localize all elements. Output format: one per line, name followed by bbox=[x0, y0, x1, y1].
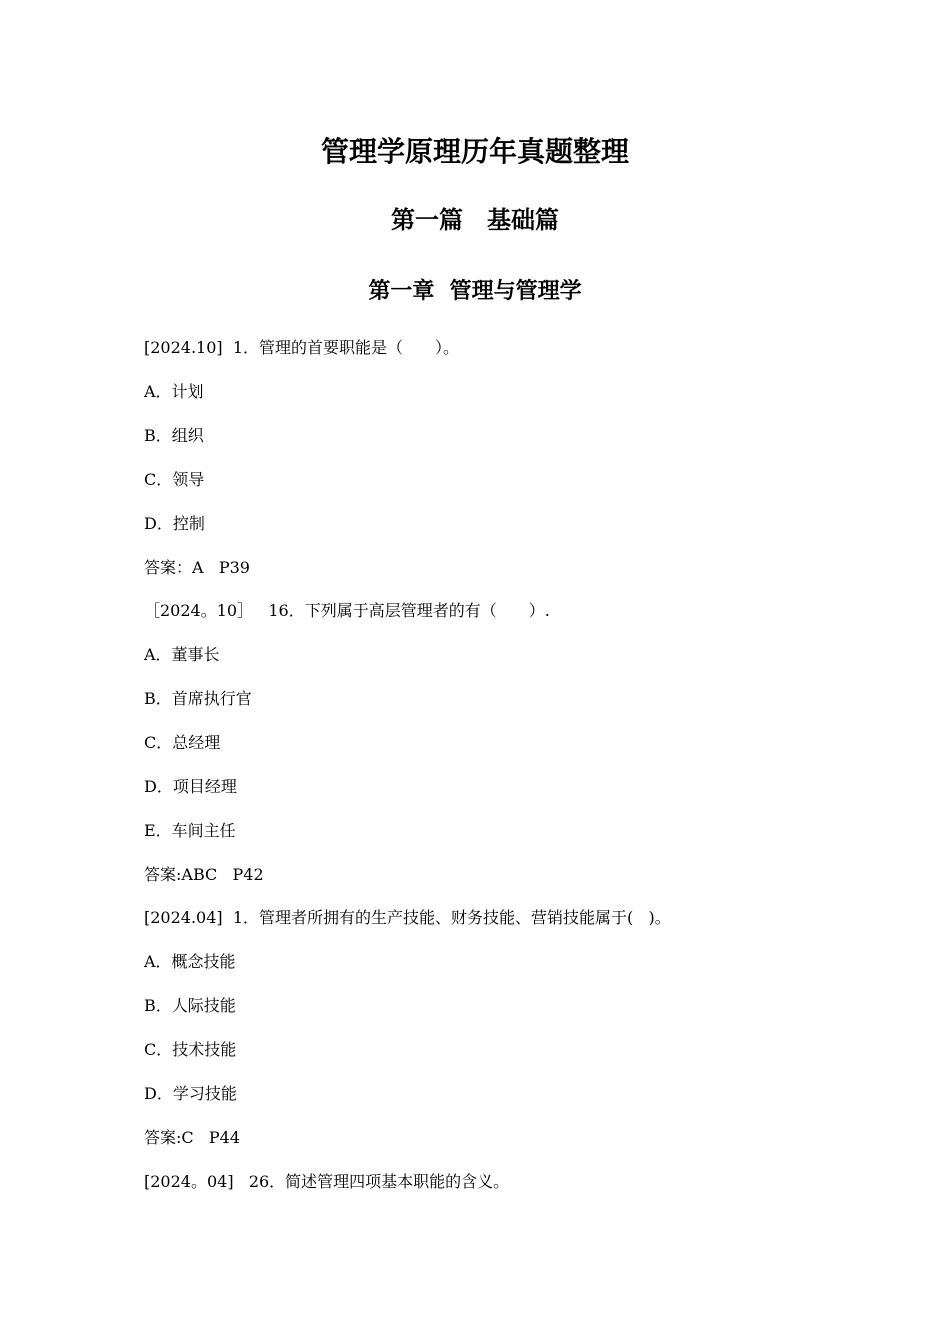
question-option: A．董事长 bbox=[144, 645, 220, 664]
question-option: A．概念技能 bbox=[144, 952, 236, 971]
question-option: B．首席执行官 bbox=[144, 689, 252, 708]
question-option: D．控制 bbox=[144, 514, 205, 533]
question-stem: [2024.10] 1．管理的首要职能是（ ）。 bbox=[144, 338, 460, 357]
question-answer: 答案:ABC P42 bbox=[144, 865, 264, 884]
question-option: D．学习技能 bbox=[144, 1084, 237, 1103]
question-stem: ［2024。10］ 16．下列属于高层管理者的有（ ）. bbox=[144, 601, 550, 620]
question-stem: [2024。04] 26．简述管理四项基本职能的含义。 bbox=[144, 1172, 510, 1191]
question-option: D．项目经理 bbox=[144, 777, 237, 796]
question-option: E．车间主任 bbox=[144, 821, 236, 840]
question-option: B．组织 bbox=[144, 426, 204, 445]
chapter-heading: 第一章 管理与管理学 bbox=[368, 278, 582, 304]
question-option: B．人际技能 bbox=[144, 996, 236, 1015]
document-title: 管理学原理历年真题整理 bbox=[320, 135, 629, 168]
question-option: C．领导 bbox=[144, 470, 205, 489]
question-option: A．计划 bbox=[144, 382, 204, 401]
question-answer: 答案：A P39 bbox=[144, 558, 250, 577]
question-option: C．技术技能 bbox=[144, 1040, 237, 1059]
part-heading: 第一篇 基础篇 bbox=[391, 205, 559, 234]
question-stem: [2024.04] 1．管理者所拥有的生产技能、财务技能、营销技能属于( )。 bbox=[144, 908, 671, 927]
question-option: C．总经理 bbox=[144, 733, 221, 752]
question-answer: 答案:C P44 bbox=[144, 1128, 241, 1147]
